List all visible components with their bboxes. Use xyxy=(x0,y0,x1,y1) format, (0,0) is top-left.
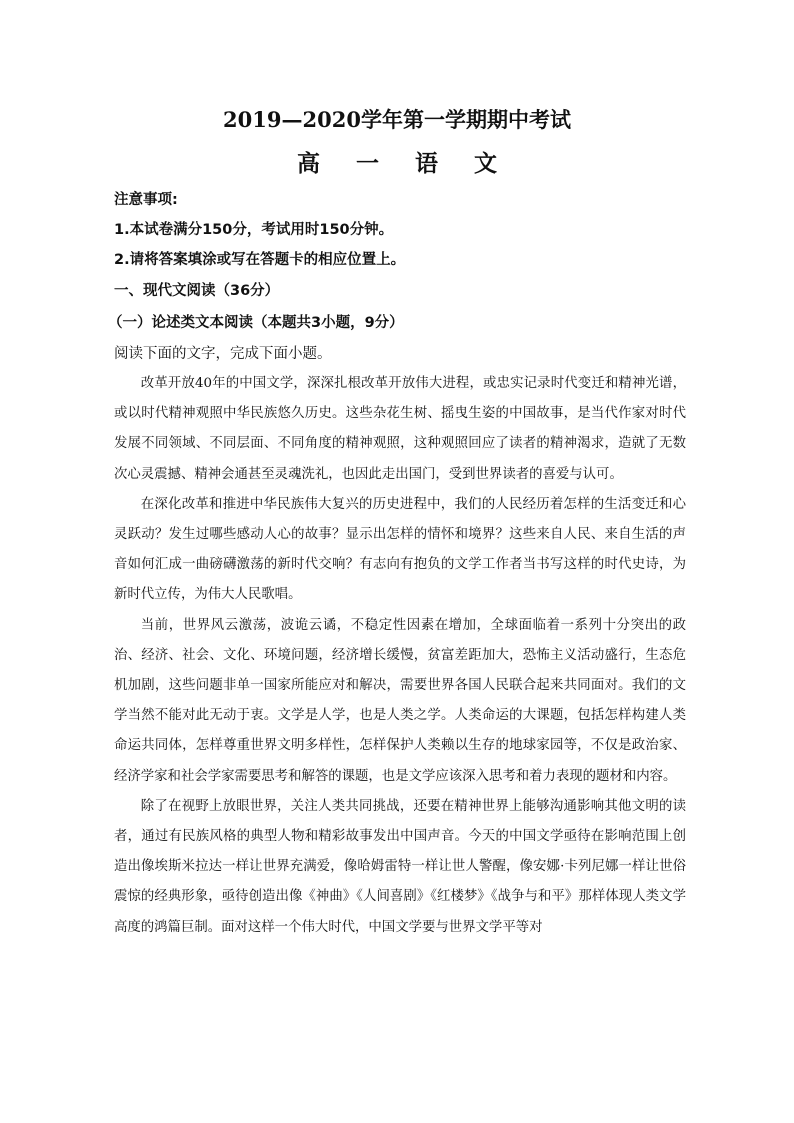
notice-item: 1.本试卷满分150分，考试用时150分钟。 xyxy=(114,222,394,238)
passage-paragraph: 在深化改革和推进中华民族伟大复兴的历史进程中，我们的人民经历着怎样的生活变迁和心灵跃动？发生过哪些感动人心的故事？显示出怎样的情怀和境界？这些来自人民、来自生活的声音如何汇成一曲磅礴激荡的新时代交响？有志向有抱负的文学工作者当书写这样的时代史诗，为新时代立传，为伟大人民歌唱。 xyxy=(114,496,686,603)
passage-paragraph: 当前，世界风云激荡，波诡云谲，不稳定性因素在增加，全球面临着一系列十分突出的政治、经济、社会、文化、环境问题，经济增长缓慢，贫富差距加大，恐怖主义活动盛行，生态危机加剧，这些问题非单一国家所能应对和解决，需要世界各国人民联合起来共同面对。我们的文学当然不能对此无动于衷。文学是人学，也是人类之学。人类命运的大课题，包括怎样构建人类命运共同体，怎样尊重世界文明多样性，怎样保护人类赖以生存的地球家园等，不仅是政治家、经济学家和社会学家需要思考和解答的课题，也是文学应该深入思考和着力表现的题材和内容。 xyxy=(114,617,686,784)
passage-paragraph: 除了在视野上放眼世界，关注人类共同挑战，还要在精神世界上能够沟通影响其他文明的读者，通过有民族风格的典型人物和精彩故事发出中国声音。今天的中国文学亟待在影响范围上创造出像埃斯米拉达一样让世界充满爱，像哈姆雷特一样让世人警醒，像安娜·卡列尼娜一样让世俗震惊的经典形象，亟待创造出像《神曲》《人间喜剧》《红楼梦》《战争与和平》那样体现人类文学高度的鸿篇巨制。面对这样一个伟大时代，中国文学要与世界文学平等对 xyxy=(114,798,686,935)
section-title: 一、现代文阅读（36分） xyxy=(114,283,280,299)
passage-paragraph: 改革开放40年的中国文学，深深扎根改革开放伟大进程，或忠实记录时代变迁和精神光谱，或以时代精神观照中华民族悠久历史。这些杂花生树、摇曳生姿的中国故事，是当代作家对时代发展不同领域、不同层面、不同角度的精神观照，这种观照回应了读者的精神渴求，造就了无数次心灵震撼、精神会通甚至灵魂洗礼，也因此走出国门，受到世界读者的喜爱与认可。 xyxy=(114,376,686,482)
notice-item: 2.请将答案填涂或写在答题卡的相应位置上。 xyxy=(114,252,406,268)
reading-instruction: 阅读下面的文字，完成下面小题。 xyxy=(114,346,332,362)
subsection-title: （一）论述类文本阅读（本题共3小题，9分） xyxy=(108,315,404,331)
subject-title: 高 一 语 文 xyxy=(296,150,512,177)
exam-title: 2019—2020学年第一学期期中考试 xyxy=(223,107,571,132)
reading-passage xyxy=(114,369,686,943)
notice-heading: 注意事项: xyxy=(114,192,178,208)
